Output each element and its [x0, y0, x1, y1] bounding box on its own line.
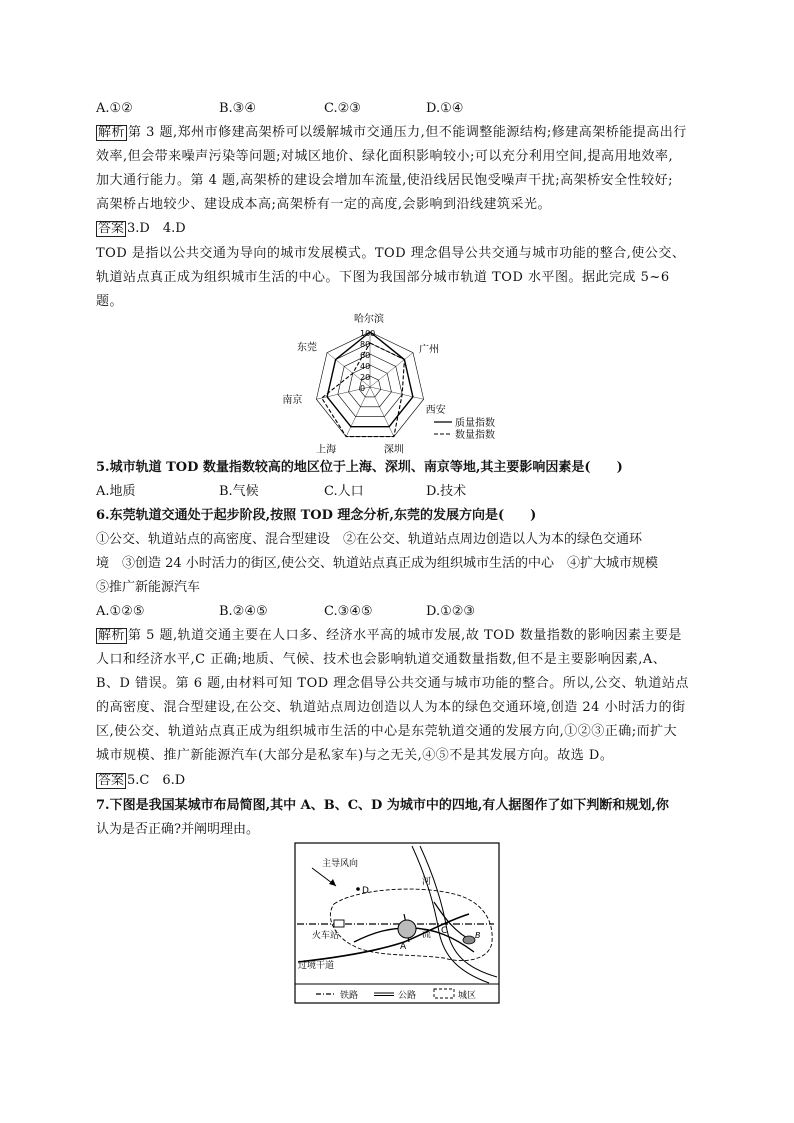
q5-stem: 5.城市轨道 TOD 数量指数较高的地区位于上海、深圳、南京等地,其主要影响因素是( ) [96, 460, 623, 475]
radar-legend [434, 416, 495, 441]
radar-tick-label: 20 [360, 373, 371, 382]
q6-stem: 6.东莞轨道交通处于起步阶段,按照 TOD 理念分析,东莞的发展方向是( ) [96, 508, 537, 523]
radar-tick-label: 80 [360, 340, 371, 349]
point-d-label: D [362, 886, 369, 896]
radar-category-label: 哈尔滨 [354, 314, 384, 325]
q5-option-c: C.人口 [324, 484, 364, 499]
intro-line: TOD 是指以公共交通为导向的城市发展模式。TOD 理念倡导公共交通与城市功能的整合,使公交、 [96, 246, 686, 261]
analysis-tag: 解析 [98, 125, 126, 140]
q6-option-d: D.①②③ [426, 604, 476, 619]
q6-option-b: B.②④⑤ [219, 604, 268, 619]
point-c-label: C [441, 926, 448, 936]
q56-analysis-line: 区,使公交、轨道站点真正成为组织城市生活的中心是东莞轨道交通的发展方向,①②③正确;而扩大 [96, 724, 678, 739]
point-a-circle [398, 920, 416, 938]
q34-option-c: C.②③ [324, 101, 361, 116]
q34-option-a: A.①② [96, 101, 133, 116]
radar-spoke [370, 387, 394, 437]
q56-analysis-line: 人口和经济水平,C 正确;地质、气候、技术也会影响轨道交通数量指数,但不是主要影响因素,A、 [96, 652, 667, 667]
q5-option-a: A.地质 [96, 484, 136, 499]
answer-tag: 答案 [98, 221, 125, 236]
legend-quantity-label: 数量指数 [455, 430, 495, 441]
legend-quality-label: 质量指数 [455, 418, 495, 429]
q5-option-d: D.技术 [426, 484, 467, 499]
wind-label: 主导风向 [322, 859, 359, 869]
q56-analysis-line: B、D 错误。第 6 题,由材料可知 TOD 理念倡导公共交通与城市功能的整合。所以,公交、轨道站点 [96, 676, 689, 691]
q7-stem-line: 认为是否正确?并阐明理由。 [96, 822, 259, 837]
q6-items-line: ⑤推广新能源汽车 [96, 580, 201, 595]
highway-label: 过境干道 [298, 961, 335, 971]
city-layout-map [294, 842, 500, 1004]
q56-analysis-line: 城市规模、推广新能源汽车(大部分是私家车)与之无关,④⑤不是其发展方向。故选 D。 [96, 748, 614, 763]
q56-analysis-line: 解析 第 5 题,轨道交通主要在人口多、经济水平高的城市发展,故 TOD 数量指数的影响因素主要是 [98, 628, 682, 643]
q6-items-line: ①公交、轨道站点的高密度、混合型建设 ②在公交、轨道站点周边创造以人为本的绿色交通环 [96, 532, 643, 547]
radar-category-label: 西安 [425, 405, 446, 417]
radar-tick-label: 0 [360, 384, 366, 393]
q34-option-b: B.③④ [219, 101, 256, 116]
radar-chart [280, 310, 520, 460]
q6-option-c: C.③④⑤ [324, 604, 373, 619]
legend-city-label: 城区 [458, 991, 477, 1001]
radar-category-label: 南京 [282, 395, 303, 407]
point-b-marker [463, 936, 475, 944]
q34-option-d: D.①④ [426, 101, 464, 116]
radar-category-label: 广州 [419, 344, 440, 356]
q6-items-line: 境 ③创造 24 小时活力的街区,使公交、轨道站点真正成为组织城市生活的中心 ④扩大城市规模 [96, 556, 658, 571]
q56-analysis-line: 的高密度、混合型建设,在公交、轨道站点周边创造以人为本的绿色交通环境,创造 24 小时活力的街 [96, 700, 686, 715]
radar-category-label: 深圳 [383, 444, 404, 456]
radar-category-label: 东莞 [296, 342, 317, 354]
train-station-label: 火车站 [312, 931, 340, 941]
radar-spoke [346, 387, 370, 437]
q7-stem-line: 7.下图是我国某城市布局简图,其中 A、B、C、D 为城市中的四地,有人据图作了如下判断和规划,你 [96, 798, 669, 813]
q34-analysis-line: 加大通行能力。第 4 题,高架桥的建设会增加车流量,使沿线居民饱受噪声干扰;高架桥安全性较好; [96, 173, 674, 188]
q6-option-a: A.①②⑤ [96, 604, 145, 619]
point-b-label: B [475, 931, 481, 940]
legend-rail-label: 铁路 [340, 991, 359, 1001]
radar-tick-label: 60 [360, 351, 371, 360]
q56-answer: 答案 5.C 6.D [98, 773, 186, 788]
river-label-2: 流 [422, 930, 432, 940]
q34-answer: 答案 3.D 4.D [98, 221, 186, 236]
radar-category-label: 上海 [316, 444, 337, 456]
analysis-tag: 解析 [98, 628, 126, 643]
legend-road-label: 公路 [398, 991, 417, 1001]
point-a-label: A [400, 942, 407, 952]
intro-line: 题。 [96, 294, 124, 309]
q34-analysis-line: 解析 第 3 题,郑州市修建高架桥可以缓解城市交通压力,但不能调整能源结构;修建高架桥能提高出行 [98, 125, 687, 140]
q5-option-b: B.气候 [219, 484, 259, 499]
intro-line: 轨道站点真正成为组织城市生活的中心。下图为我国部分城市轨道 TOD 水平图。据此完成 5~6 [96, 270, 670, 285]
point-d-dot [356, 887, 360, 891]
q34-analysis-line: 高架桥占地较少、建设成本高;高架桥有一定的高度,会影响到沿线建筑采光。 [96, 197, 552, 212]
train-station-icon [334, 920, 344, 927]
radar-tick-label: 100 [360, 329, 376, 338]
q34-analysis-line: 效率,但会带来噪声污染等问题;对城区地价、绿化面积影响较小;可以充分利用空间,提高用地效率, [96, 149, 674, 164]
answer-tag: 答案 [98, 773, 125, 788]
river-label: 河 [422, 877, 432, 887]
radar-tick-label: 40 [360, 362, 371, 371]
